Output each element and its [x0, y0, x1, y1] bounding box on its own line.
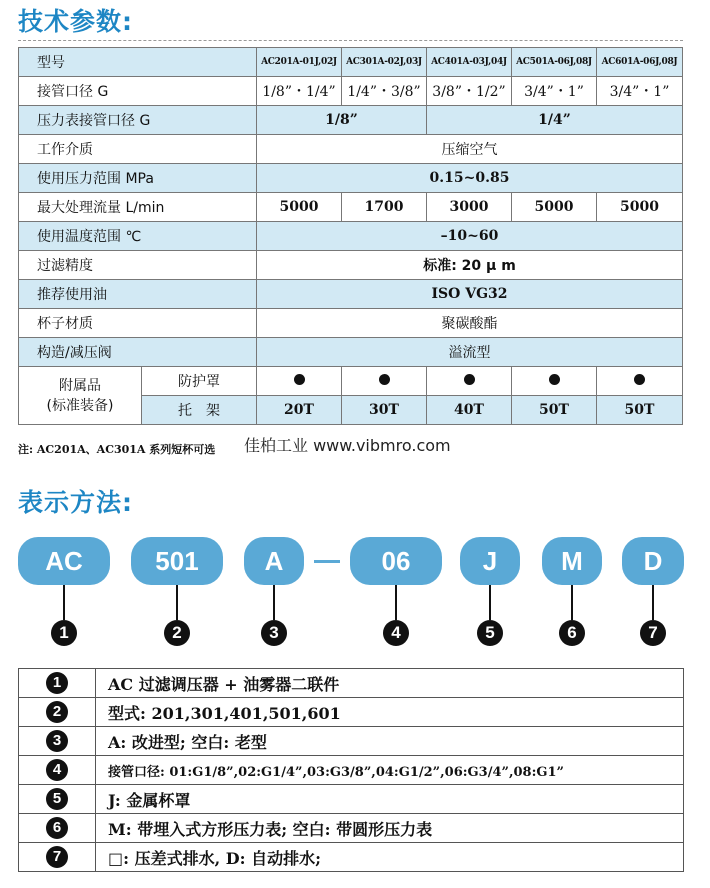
cell-value: 1700	[342, 193, 427, 222]
row-label: 工作介质	[19, 135, 257, 164]
filled-dot-icon	[379, 374, 390, 385]
filled-dot-icon	[634, 374, 645, 385]
cell-value	[342, 367, 427, 396]
cell-value: 3/4”・1”	[597, 77, 683, 106]
accessories-label-line1: 附属品	[59, 377, 101, 394]
connector-line	[489, 585, 491, 620]
table-row	[19, 251, 683, 280]
legend-text: AC 过滤调压器 + 油雾器二联件	[96, 669, 684, 698]
number-badge: 5	[477, 620, 503, 646]
guard-label: 防护罩	[142, 367, 257, 396]
cell-value	[427, 367, 512, 396]
table-row	[19, 280, 683, 309]
row-label: 使用压力范围 MPa	[19, 164, 257, 193]
table-row	[19, 48, 683, 77]
cell-value: 5000	[597, 193, 683, 222]
connector-line	[63, 585, 65, 620]
filled-dot-icon	[464, 374, 475, 385]
cell-value: 3/4”・1”	[512, 77, 597, 106]
number-badge: 2	[46, 701, 68, 723]
table-row	[19, 338, 683, 367]
accessories-label	[19, 367, 142, 425]
cell-value: 5000	[257, 193, 342, 222]
legend-index	[19, 756, 96, 785]
filled-dot-icon	[549, 374, 560, 385]
number-badge: 2	[164, 620, 190, 646]
accessories-label-line2: (标准装备)	[46, 397, 114, 414]
table-row	[19, 135, 683, 164]
row-label: 推荐使用油	[19, 280, 257, 309]
model-header: AC201A-01J,02J	[257, 48, 342, 77]
cell-value: 标准: 20 μ m	[257, 251, 683, 280]
table-row	[19, 843, 684, 872]
table-row	[19, 193, 683, 222]
legend-index	[19, 698, 96, 727]
cell-value: 3000	[427, 193, 512, 222]
code-part-series: AC	[18, 537, 110, 585]
divider	[18, 40, 683, 41]
footnote: 注: AC201A、AC301A 系列短杯可选	[18, 443, 216, 456]
cell-value: 50T	[597, 396, 683, 425]
table-row	[19, 727, 684, 756]
connector-line	[571, 585, 573, 620]
section-title-ordering: 表示方法:	[18, 488, 133, 517]
table-row	[19, 164, 683, 193]
legend-index	[19, 785, 96, 814]
legend-text: J: 金属杯罩	[96, 785, 684, 814]
cell-value: 50T	[512, 396, 597, 425]
table-row	[19, 367, 683, 396]
number-badge: 4	[383, 620, 409, 646]
cell-value: 40T	[427, 396, 512, 425]
code-part-gauge: M	[542, 537, 602, 585]
row-label: 最大处理流量 L/min	[19, 193, 257, 222]
row-label: 杯子材质	[19, 309, 257, 338]
number-badge: 6	[46, 817, 68, 839]
section-title-specs: 技术参数:	[18, 7, 133, 36]
model-header: AC401A-03J,04J	[427, 48, 512, 77]
cell-value: 20T	[257, 396, 342, 425]
cell-value: 1/8”・1/4”	[257, 77, 342, 106]
number-badge: 7	[640, 620, 666, 646]
number-badge: 6	[559, 620, 585, 646]
row-label: 接管口径 G	[19, 77, 257, 106]
code-part-type: 501	[131, 537, 223, 585]
legend-text: A: 改进型; 空白: 老型	[96, 727, 684, 756]
table-row	[19, 669, 684, 698]
table-row	[19, 106, 683, 135]
row-label: 压力表接管口径 G	[19, 106, 257, 135]
legend-text: □: 压差式排水, D: 自动排水;	[96, 843, 684, 872]
cell-value: 30T	[342, 396, 427, 425]
table-row	[19, 814, 684, 843]
code-part-drain: D	[622, 537, 684, 585]
table-row	[19, 698, 684, 727]
spec-table	[18, 47, 683, 425]
row-label: 使用温度范围 ℃	[19, 222, 257, 251]
number-badge: 3	[261, 620, 287, 646]
row-label: 型号	[19, 48, 257, 77]
legend-index	[19, 727, 96, 756]
table-row	[19, 785, 684, 814]
code-part-version: A	[244, 537, 304, 585]
cell-value	[512, 367, 597, 396]
model-header: AC301A-02J,03J	[342, 48, 427, 77]
code-separator	[314, 560, 340, 563]
connector-line	[395, 585, 397, 620]
cell-value: 1/4”・3/8”	[342, 77, 427, 106]
number-badge: 1	[51, 620, 77, 646]
code-part-port: 06	[350, 537, 442, 585]
cell-value: 1/4”	[427, 106, 683, 135]
cell-value: 压缩空气	[257, 135, 683, 164]
cell-value: 聚碳酸酯	[257, 309, 683, 338]
table-row	[19, 77, 683, 106]
cell-value: 5000	[512, 193, 597, 222]
connector-line	[176, 585, 178, 620]
cell-value: 1/8”	[257, 106, 427, 135]
cell-value: 0.15~0.85	[257, 164, 683, 193]
model-header: AC601A-06J,08J	[597, 48, 683, 77]
table-row	[19, 309, 683, 338]
legend-index	[19, 843, 96, 872]
cell-value	[257, 367, 342, 396]
legend-text: 接管口径: 01:G1/8”,02:G1/4”,03:G3/8”,04:G1/2”,06:G3/4”,08:G1”	[96, 756, 684, 785]
legend-text: M: 带埋入式方形压力表; 空白: 带圆形压力表	[96, 814, 684, 843]
connector-line	[652, 585, 654, 620]
model-header: AC501A-06J,08J	[512, 48, 597, 77]
number-badge: 1	[46, 672, 68, 694]
legend-index	[19, 814, 96, 843]
row-label: 构造/减压阀	[19, 338, 257, 367]
row-label: 过滤精度	[19, 251, 257, 280]
number-badge: 5	[46, 788, 68, 810]
cell-value: ISO VG32	[257, 280, 683, 309]
number-badge: 7	[46, 846, 68, 868]
number-badge: 3	[46, 730, 68, 752]
legend-table	[18, 668, 684, 872]
cell-value: 溢流型	[257, 338, 683, 367]
cell-value: 3/8”・1/2”	[427, 77, 512, 106]
legend-text: 型式: 201,301,401,501,601	[96, 698, 684, 727]
connector-line	[273, 585, 275, 620]
legend-index	[19, 669, 96, 698]
number-badge: 4	[46, 759, 68, 781]
filled-dot-icon	[294, 374, 305, 385]
bracket-label: 托 架	[142, 396, 257, 425]
cell-value	[597, 367, 683, 396]
table-row	[19, 222, 683, 251]
cell-value: –10~60	[257, 222, 683, 251]
watermark: 佳柏工业 www.vibmro.com	[244, 436, 451, 455]
code-part-bowl: J	[460, 537, 520, 585]
table-row	[19, 756, 684, 785]
